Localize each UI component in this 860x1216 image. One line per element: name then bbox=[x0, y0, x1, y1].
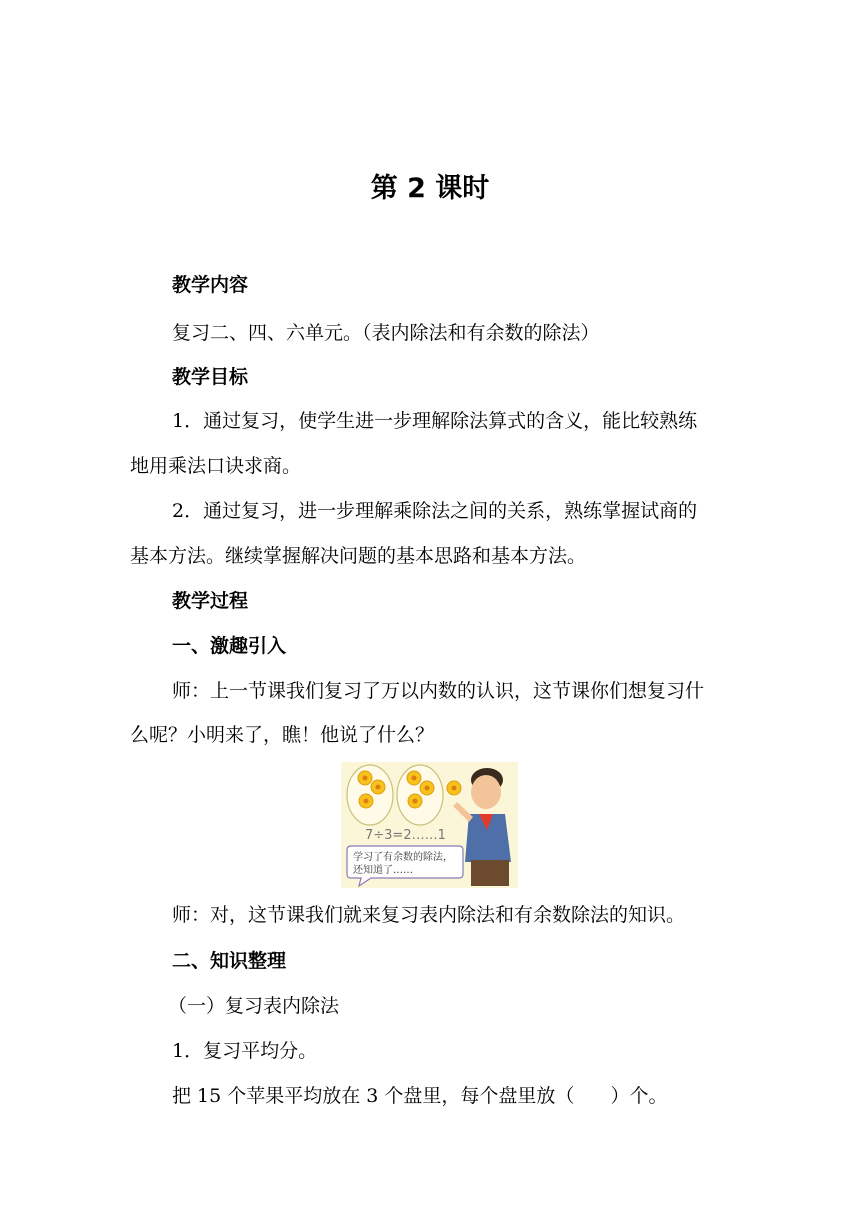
bubble-line-2: 还知道了…… bbox=[353, 865, 413, 876]
heading-teaching-process: 教学过程 bbox=[172, 590, 249, 612]
teacher-line-1b: 么呢？小明来了，瞧！他说了什么？ bbox=[130, 724, 435, 746]
problem-text-b: ）个。 bbox=[610, 1085, 668, 1107]
page-title: 第 2 课时 bbox=[370, 173, 490, 204]
item-1: 1．复习平均分。 bbox=[172, 1040, 318, 1062]
content-text: 复习二、四、六单元。（表内除法和有余数的除法） bbox=[172, 322, 600, 344]
heading-teaching-goals: 教学目标 bbox=[172, 366, 249, 388]
bubble-line-1: 学习了有余数的除法， bbox=[353, 852, 453, 863]
goal-1-line-2: 地用乘法口诀求商。 bbox=[130, 455, 302, 477]
problem-text-a: 把 15 个苹果平均放在 3 个盘里，每个盘里放（ bbox=[172, 1085, 575, 1107]
part-2-heading: 二、知识整理 bbox=[172, 950, 287, 972]
teacher-line-1a: 师：上一节课我们复习了万以内数的认识，这节课你们想复习什 bbox=[172, 680, 705, 702]
goal-1-line-1: 1．通过复习，使学生进一步理解除法算式的含义，能比较熟练 bbox=[172, 410, 698, 432]
problem-line bbox=[172, 1085, 667, 1107]
subsection-1: （一）复习表内除法 bbox=[168, 995, 340, 1017]
heading-teaching-content: 教学内容 bbox=[172, 274, 249, 296]
goal-2-line-2: 基本方法。继续掌握解决问题的基本思路和基本方法。 bbox=[130, 545, 587, 567]
part-1-heading: 一、激趣引入 bbox=[172, 635, 287, 657]
textbook-illustration bbox=[341, 762, 518, 888]
goal-2-line-1: 2．通过复习，进一步理解乘除法之间的关系，熟练掌握试商的 bbox=[172, 500, 698, 522]
teacher-line-2: 师：对，这节课我们就来复习表内除法和有余数除法的知识。 bbox=[172, 904, 686, 926]
equation-text: 7÷3=2……1 bbox=[365, 828, 446, 843]
